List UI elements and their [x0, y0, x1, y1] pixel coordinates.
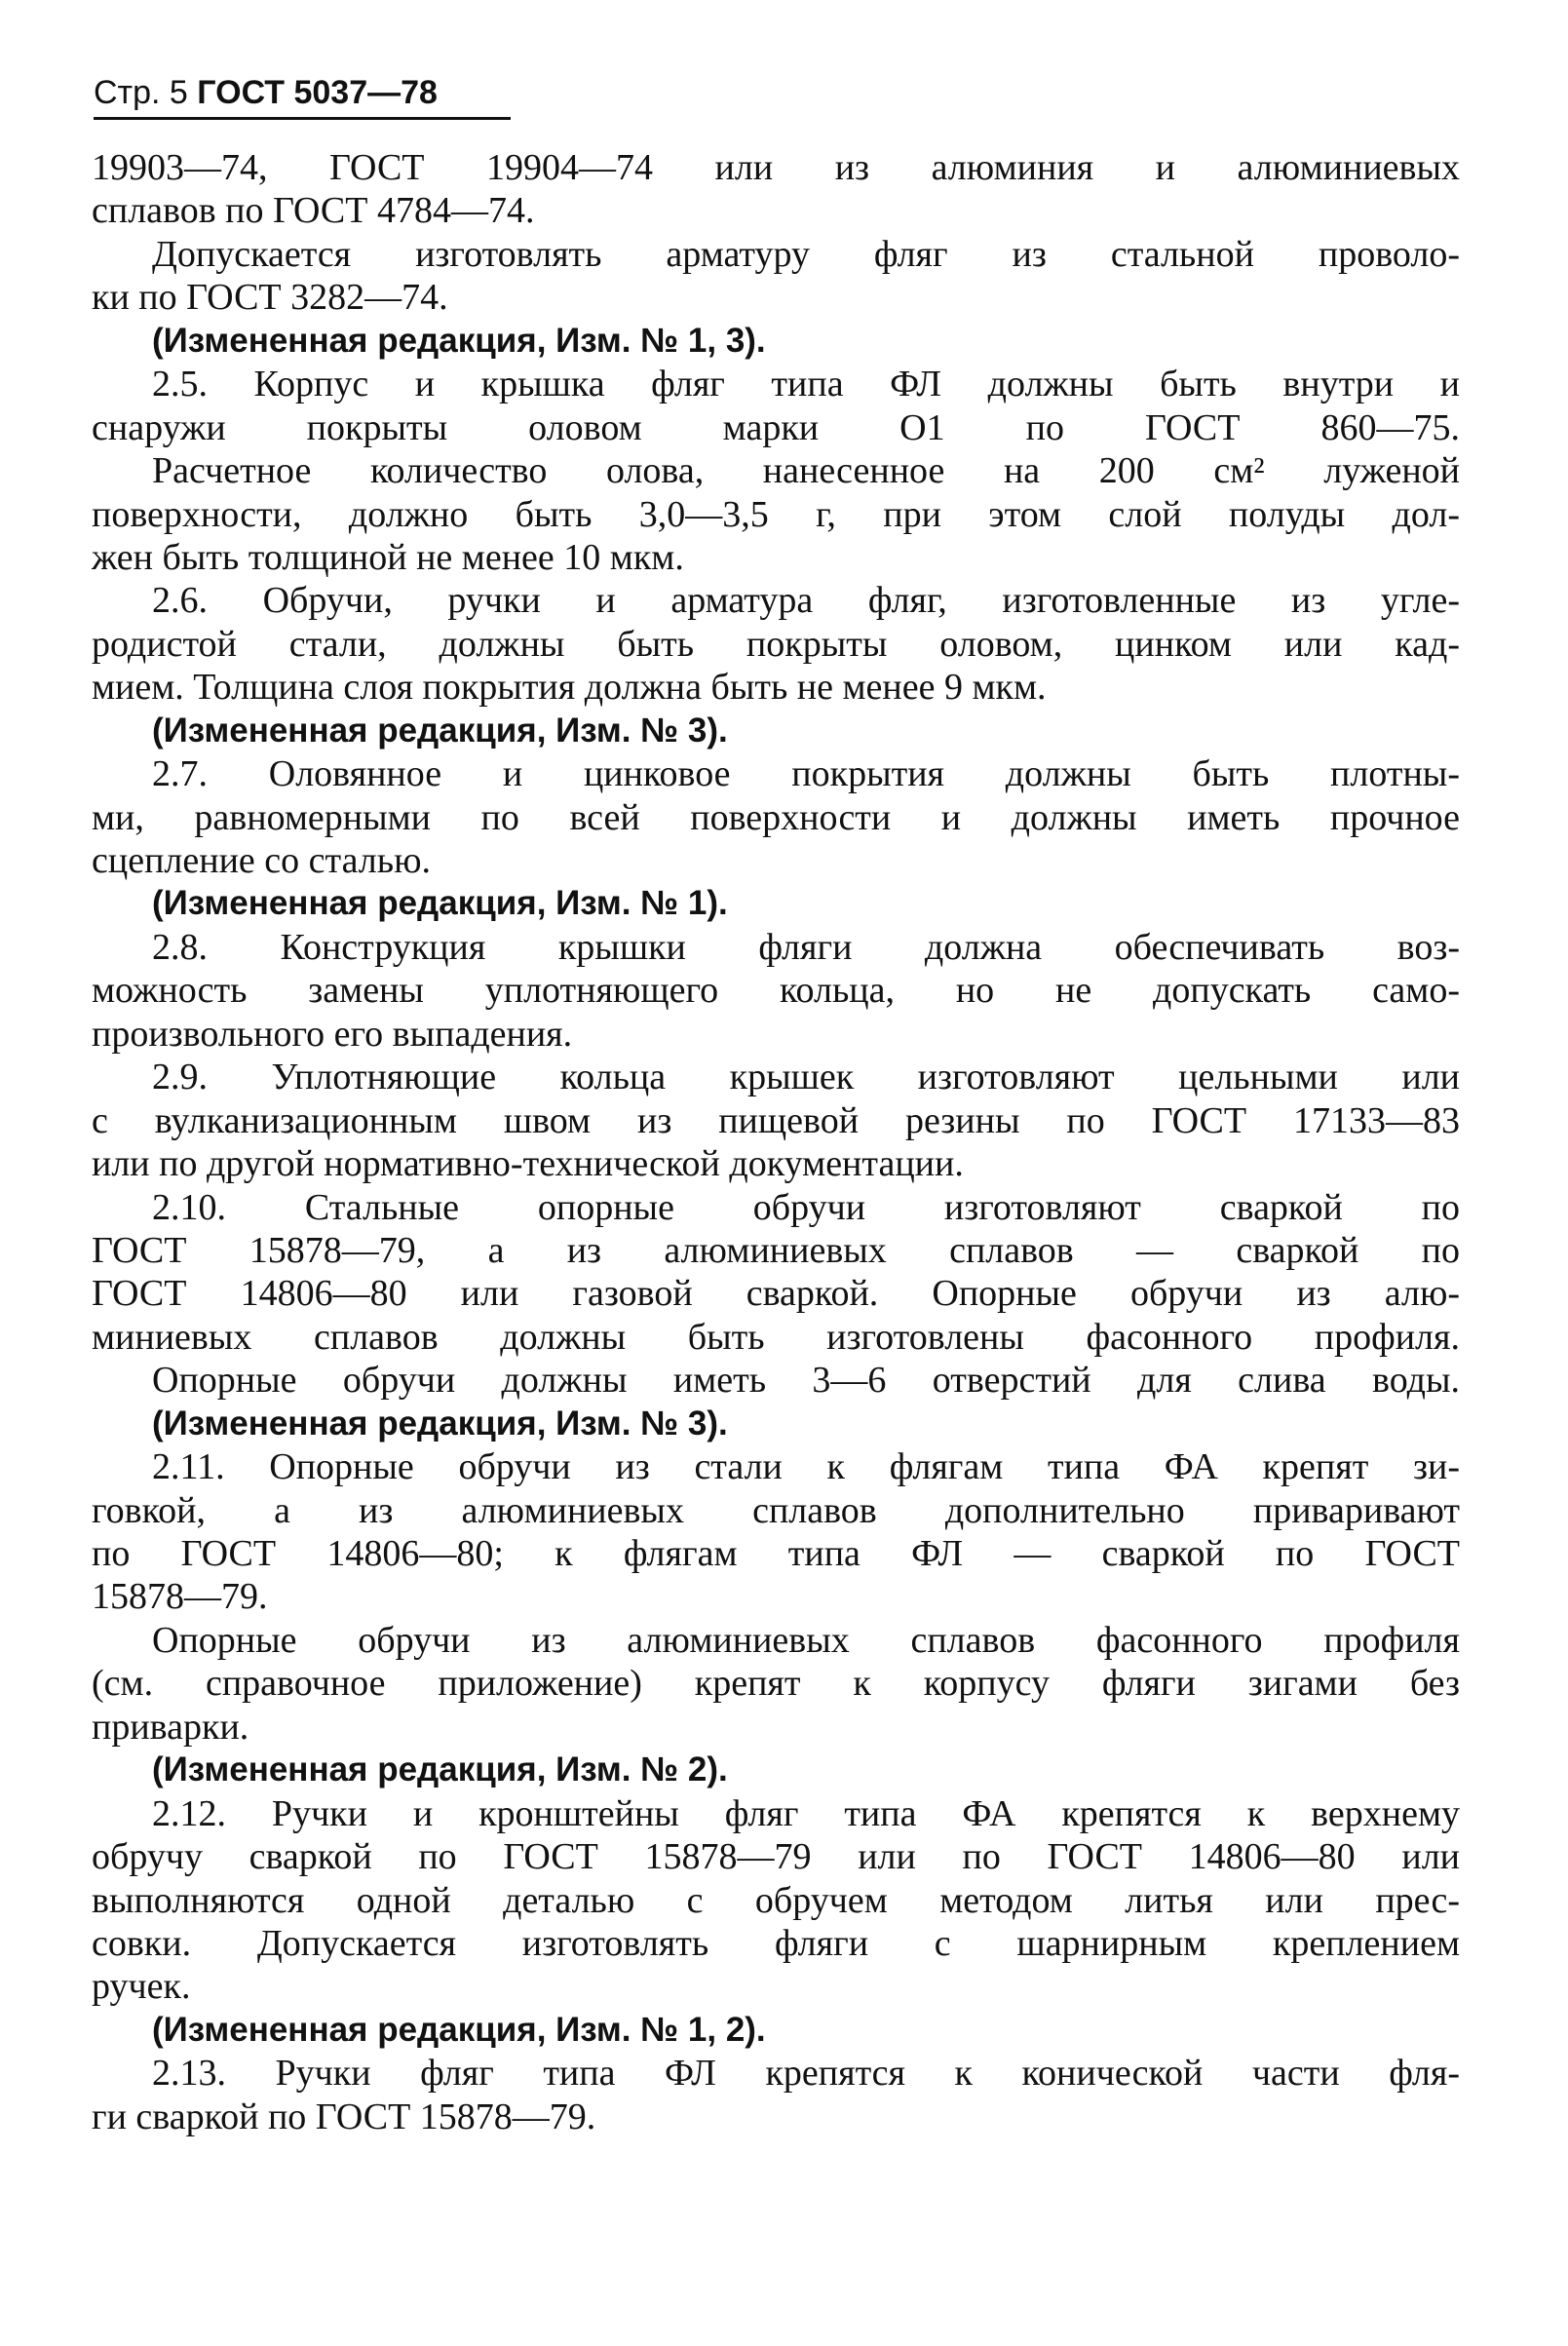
text-line: 2.13. Ручки фляг типа ФЛ крепятся к конической части фля- [152, 2053, 1460, 2095]
text-line: мием. Толщина слоя покрытия должна быть не менее 9 мкм. [92, 667, 1047, 709]
standard-number: ГОСТ 5037—78 [197, 74, 438, 111]
text-line: Допускается изготовлять арматуру фляг из стальной проволо- [152, 233, 1460, 275]
revision-note: (Измененная редакция, Изм. № 1). [152, 884, 728, 923]
text-line: жен быть толщиной не менее 10 мкм. [92, 536, 684, 578]
page-number: Стр. 5 [94, 74, 188, 111]
text-line: 2.9. Уплотняющие кольца крышек изготовляют цельными или [152, 1057, 1460, 1098]
text-line: обручу сваркой по ГОСТ 15878—79 или по ГОСТ 14806—80 или [92, 1836, 1460, 1878]
text-line: родистой стали, должны быть покрыты оловом, цинком или кад- [92, 623, 1460, 665]
text-line: ги сваркой по ГОСТ 15878—79. [92, 2096, 596, 2137]
text-line: ручек. [92, 1966, 191, 2008]
text-line: 2.8. Конструкция крышки фляги должна обеспечивать воз- [152, 926, 1460, 968]
text-line: сплавов по ГОСТ 4784—74. [92, 190, 535, 232]
text-line: произвольного его выпадения. [92, 1013, 573, 1055]
text-line: выполняются одной деталью с обручем методом литья или прес- [92, 1879, 1460, 1921]
text-line: 2.12. Ручки и кронштейны фляг типа ФА крепятся к верхнему [152, 1792, 1460, 1834]
text-line: Опорные обручи должны иметь 3—6 отверстий для слива воды. [152, 1360, 1460, 1402]
text-line: поверхности, должно быть 3,0—3,5 г, при этом слой полуды дол- [92, 493, 1460, 535]
revision-note: (Измененная редакция, Изм. № 3). [152, 1404, 728, 1442]
text-line: 2.7. Оловянное и цинковое покрытия должны быть плотны- [152, 753, 1460, 795]
text-line: Расчетное количество олова, нанесенное на 200 см² луженой [152, 450, 1460, 492]
text-line: снаружи покрыты оловом марки О1 по ГОСТ 860—75. [92, 406, 1460, 448]
revision-note: (Измененная редакция, Изм. № 1, 2). [152, 2010, 766, 2049]
page-header [94, 68, 511, 120]
text-line: говкой, а из алюминиевых сплавов дополнительно приваривают [92, 1489, 1460, 1531]
text-line: или по другой нормативно-технической документации. [92, 1143, 964, 1185]
text-line: 2.11. Опорные обручи из стали к флягам типа ФА крепят зи- [152, 1446, 1460, 1488]
text-line: сцепление со сталью. [92, 840, 431, 881]
text-line: по ГОСТ 14806—80; к флягам типа ФЛ — сваркой по ГОСТ [92, 1533, 1460, 1574]
text-line: 2.5. Корпус и крышка фляг типа ФЛ должны быть внутри и [152, 364, 1460, 405]
document-body [92, 146, 1460, 2138]
text-line: 2.10. Стальные опорные обручи изготовляют сваркой по [152, 1186, 1460, 1228]
revision-note: (Измененная редакция, Изм. № 2). [152, 1750, 728, 1789]
text-line: можность замены уплотняющего кольца, но не допускать само- [92, 970, 1460, 1012]
text-line: ГОСТ 15878—79, а из алюминиевых сплавов — сваркой по [92, 1229, 1460, 1271]
text-line: Опорные обручи из алюминиевых сплавов фасонного профиля [152, 1619, 1460, 1661]
text-line: приварки. [92, 1706, 249, 1748]
text-line: ГОСТ 14806—80 или газовой сваркой. Опорные обручи из алю- [92, 1273, 1460, 1315]
text-line: 19903—74, ГОСТ 19904—74 или из алюминия и алюминиевых [92, 147, 1460, 188]
text-line: ки по ГОСТ 3282—74. [92, 277, 448, 319]
revision-note: (Измененная редакция, Изм. № 1, 3). [152, 321, 766, 360]
revision-note: (Измененная редакция, Изм. № 3). [152, 711, 728, 750]
text-line: 15878—79. [92, 1576, 268, 1618]
text-line: (см. справочное приложение) крепят к корпусу фляги зигами без [92, 1663, 1460, 1705]
text-line: совки. Допускается изготовлять фляги с шарнирным креплением [92, 1922, 1460, 1964]
text-line: миниевых сплавов должны быть изготовлены фасонного профиля. [92, 1316, 1460, 1358]
text-line: 2.6. Обручи, ручки и арматура фляг, изготовленные из угле- [152, 580, 1460, 622]
text-line: ми, равномерными по всей поверхности и должны иметь прочное [92, 796, 1460, 838]
text-line: с вулканизационным швом из пищевой резины по ГОСТ 17133—83 [92, 1099, 1460, 1141]
